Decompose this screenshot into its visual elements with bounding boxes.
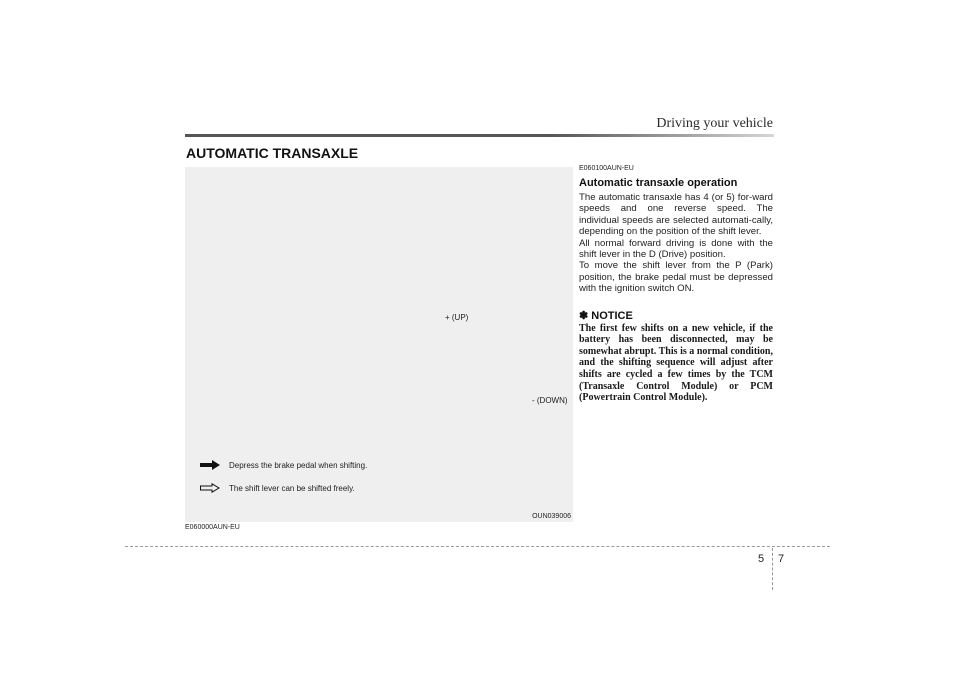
figure-code: OUN039006 bbox=[532, 513, 571, 520]
legend-text: The shift lever can be shifted freely. bbox=[229, 483, 355, 493]
legend-item-free bbox=[200, 483, 355, 493]
subsection-title: Automatic transaxle operation bbox=[579, 177, 738, 189]
left-doc-code: E060000AUN-EU bbox=[185, 524, 240, 531]
arrow-outline-icon bbox=[200, 483, 220, 493]
header-rule bbox=[185, 134, 774, 137]
page-number-separator bbox=[772, 548, 773, 590]
header-title: Driving your vehicle bbox=[656, 116, 773, 131]
page-number: 7 bbox=[778, 553, 785, 565]
legend-text: Depress the brake pedal when shifting. bbox=[229, 460, 368, 470]
paragraph: All normal forward driving is done with the shift lever in the D (Drive) position. bbox=[579, 237, 773, 261]
paragraph: The automatic transaxle has 4 (or 5) for-ward speeds and one reverse speed. The individual speeds are selected automati-cally, depending on the position of the shift lever. bbox=[579, 192, 773, 238]
arrow-solid-icon bbox=[200, 460, 220, 470]
notice-text: The first few shifts on a new vehicle, if the battery has been disconnected, may be somewhat abrupt. This is a normal condition, and the shifting sequence will adjust after shifts are cycled a few times by the TCM (Transaxle Control Module) or PCM (Powertrain Control Module). bbox=[579, 322, 773, 404]
footer-rule bbox=[125, 546, 830, 547]
notice-title: ✽ NOTICE bbox=[579, 309, 633, 322]
legend-item-brake bbox=[200, 460, 367, 470]
paragraph: To move the shift lever from the P (Park) position, the brake pedal must be depressed with the ignition switch ON. bbox=[579, 260, 773, 295]
doc-code: E060100AUN-EU bbox=[579, 165, 634, 172]
callout-down: - (DOWN) bbox=[532, 396, 568, 405]
section-title: AUTOMATIC TRANSAXLE bbox=[186, 145, 359, 161]
figure-panel bbox=[185, 167, 573, 522]
callout-up: + (UP) bbox=[445, 313, 469, 322]
chapter-number: 5 bbox=[758, 553, 765, 565]
body-column bbox=[579, 165, 773, 404]
